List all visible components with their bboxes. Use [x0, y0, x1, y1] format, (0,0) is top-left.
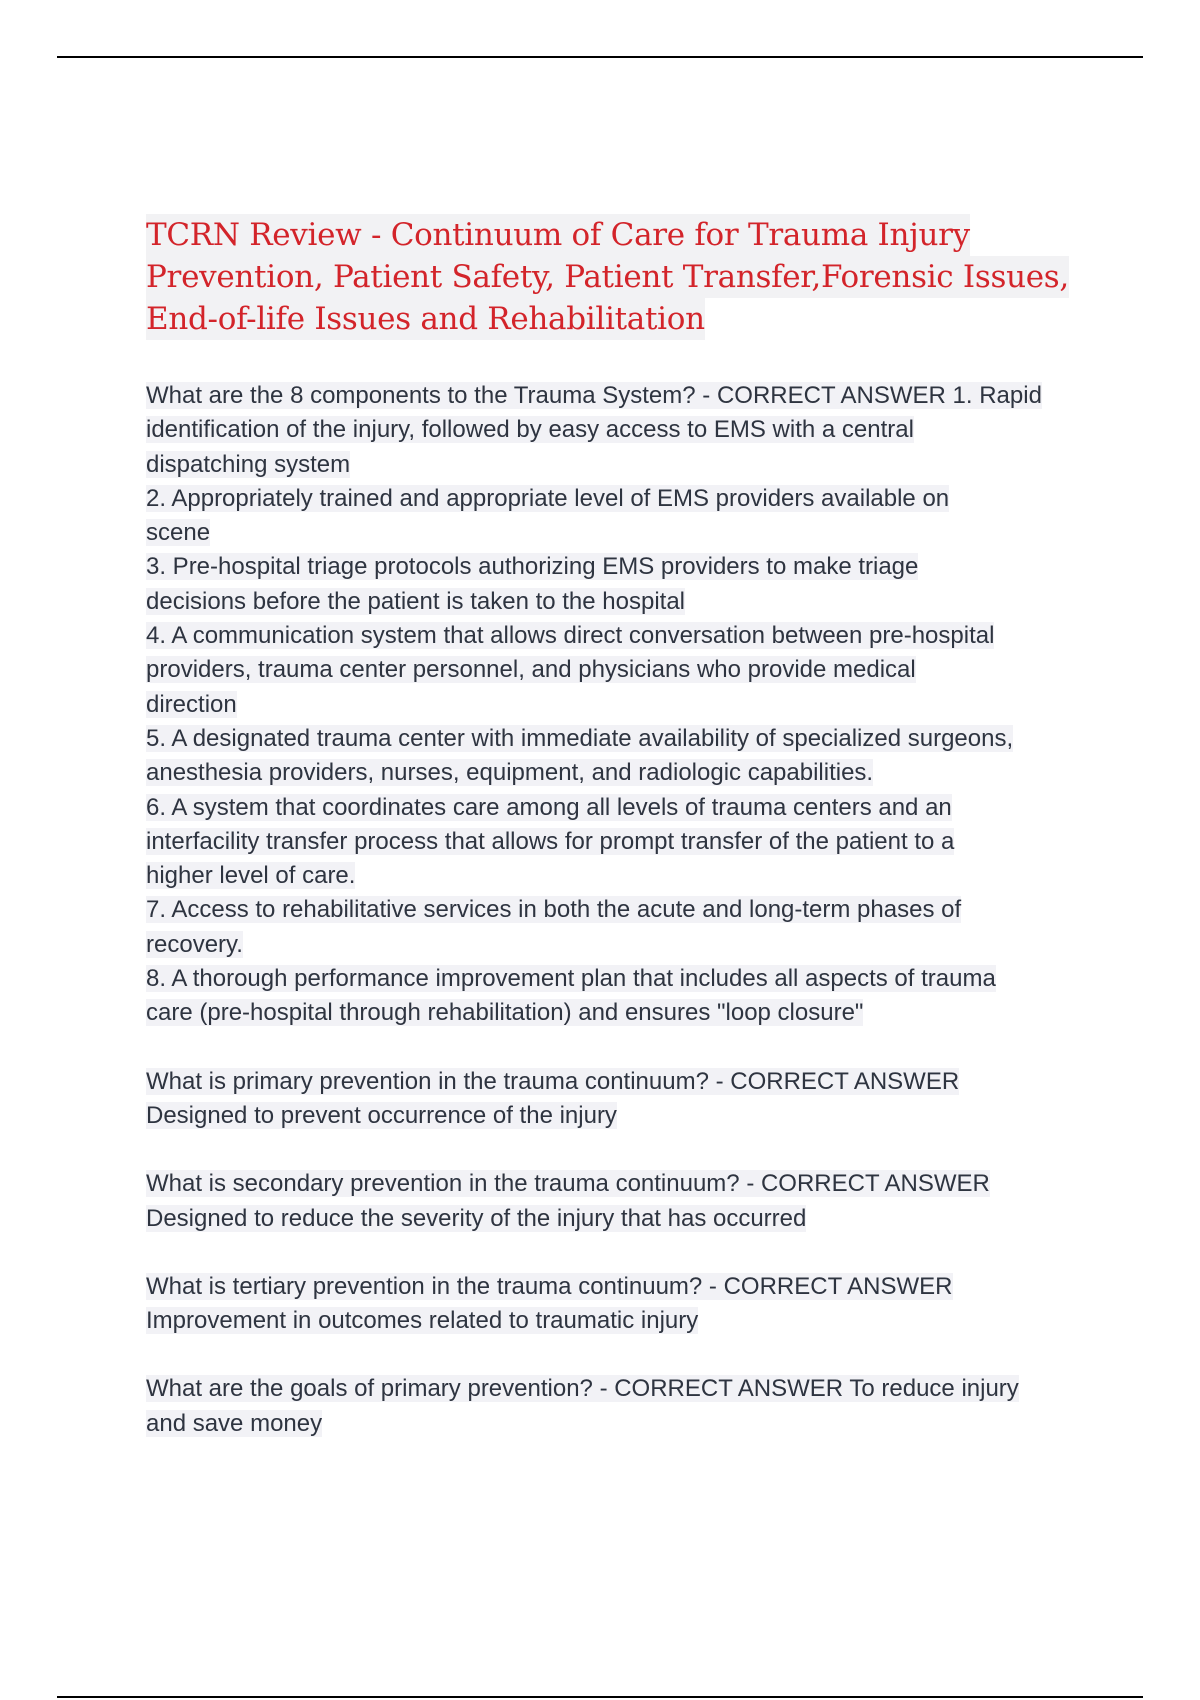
qa-text: [146, 1065, 1096, 1134]
title-line: Prevention, Patient Safety, Patient Transfer,Forensic Issues,: [146, 256, 1069, 298]
text-line: 8. A thorough performance improvement plan that includes all aspects of trauma: [146, 965, 996, 993]
text-line: 6. A system that coordinates care among all levels of trauma centers and an: [146, 793, 952, 821]
text-line: identification of the injury, followed by easy access to EMS with a central: [146, 416, 914, 444]
text-line: direction: [146, 690, 237, 718]
qa-text: [146, 1167, 1096, 1236]
text-line: interfacility transfer process that allows for prompt transfer of the patient to a: [146, 827, 955, 855]
text-line: anesthesia providers, nurses, equipment, and radiologic capabilities.: [146, 759, 874, 787]
qa-text: [146, 379, 1096, 1031]
text-line: care (pre-hospital through rehabilitation) and ensures "loop closure": [146, 999, 864, 1027]
text-line: recovery.: [146, 930, 243, 958]
text-line: What is primary prevention in the trauma continuum? - CORRECT ANSWER: [146, 1067, 960, 1095]
title-line: TCRN Review - Continuum of Care for Trauma Injury: [146, 214, 970, 256]
text-line: decisions before the patient is taken to the hospital: [146, 587, 686, 615]
qa-text: [146, 1270, 1096, 1339]
qa-item: [146, 1065, 1096, 1134]
document-body: [146, 214, 1096, 1475]
qa-item: [146, 1270, 1096, 1339]
text-line: What are the goals of primary prevention? - CORRECT ANSWER To reduce injury: [146, 1375, 1019, 1403]
text-line: 7. Access to rehabilitative services in both the acute and long-term phases of: [146, 896, 962, 924]
text-line: Designed to reduce the severity of the injury that has occurred: [146, 1204, 807, 1232]
text-line: Designed to prevent occurrence of the injury: [146, 1101, 617, 1129]
qa-item: [146, 1372, 1096, 1441]
text-line: higher level of care.: [146, 862, 356, 890]
qa-text: [146, 1372, 1096, 1441]
qa-item: [146, 1167, 1096, 1236]
text-line: Improvement in outcomes related to traumatic injury: [146, 1307, 699, 1335]
document-title: [146, 214, 1096, 340]
qa-list: [146, 379, 1096, 1441]
top-rule: [57, 56, 1143, 58]
text-line: 5. A designated trauma center with immediate availability of specialized surgeons,: [146, 724, 1014, 752]
text-line: 4. A communication system that allows direct conversation between pre-hospital: [146, 622, 995, 650]
qa-item: [146, 379, 1096, 1031]
bottom-rule: [57, 1696, 1143, 1698]
text-line: 3. Pre-hospital triage protocols authorizing EMS providers to make triage: [146, 553, 919, 581]
text-line: dispatching system: [146, 450, 351, 478]
text-line: What is tertiary prevention in the trauma continuum? - CORRECT ANSWER: [146, 1272, 953, 1300]
text-line: What is secondary prevention in the trauma continuum? - CORRECT ANSWER: [146, 1170, 990, 1198]
text-line: scene: [146, 519, 211, 547]
text-line: 2. Appropriately trained and appropriate level of EMS providers available on: [146, 484, 950, 512]
title-line: End-of-life Issues and Rehabilitation: [146, 298, 705, 340]
text-line: What are the 8 components to the Trauma System? - CORRECT ANSWER 1. Rapid: [146, 382, 1042, 409]
text-line: providers, trauma center personnel, and physicians who provide medical: [146, 656, 916, 684]
text-line: and save money: [146, 1409, 323, 1437]
